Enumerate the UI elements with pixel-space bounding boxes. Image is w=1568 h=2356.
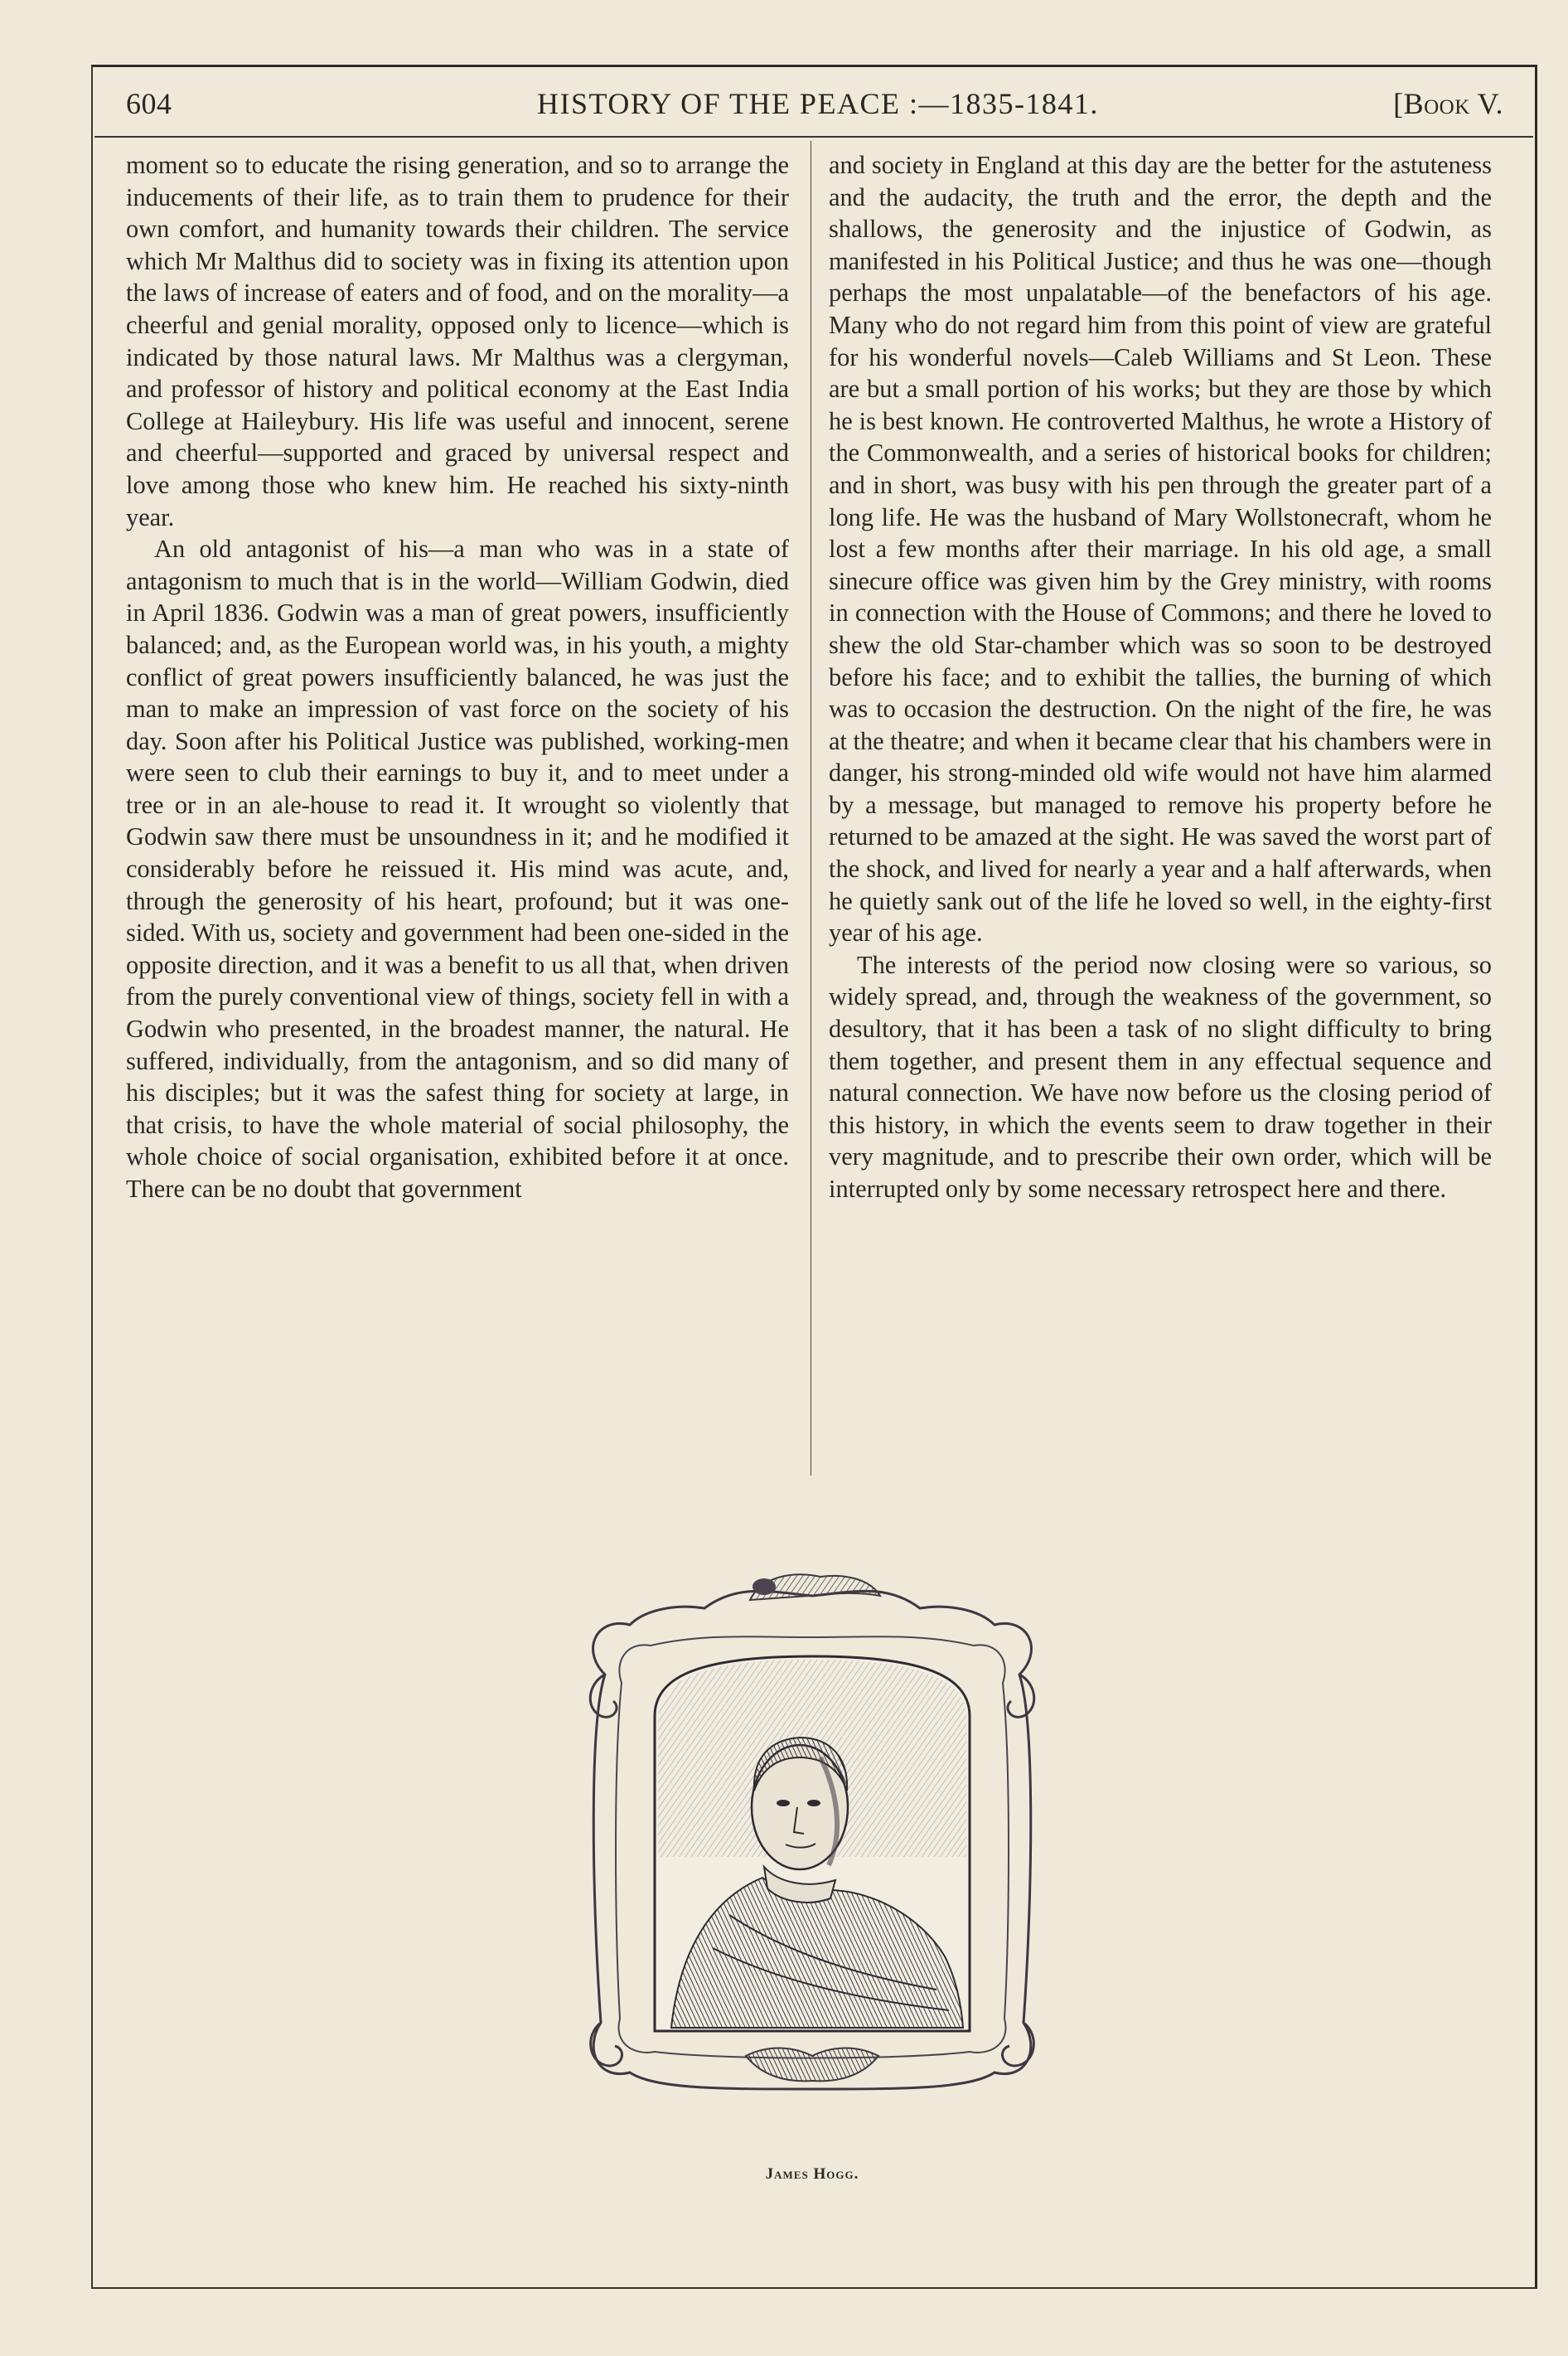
frame-curl-right-bottom xyxy=(1003,2023,1034,2066)
running-title: HISTORY OF THE PEACE :—1835-1841. xyxy=(537,87,1099,120)
illustration-caption: James Hogg. xyxy=(765,2165,859,2183)
page-number: 604 xyxy=(126,87,172,120)
right-column xyxy=(829,149,1492,1205)
right-paragraph-1: and society in England at this day are the better for the astuteness and the audacity, the truth and the error, the depth and the shallows, the generosity and the injustice of Godwin, as manifested in his Political Justice; and thus he was one—though perhaps the most unpalatable—of the benefactors of his age. Many who do not regard him from this point of view are grateful for his wonderful novels—Caleb Williams and St Leon. These are but a small portion of his works; but they are those by which he is best known. He controverted Malthus, he wrote a History of the Commonwealth, and a series of historical books for children; and in short, was busy with his pen through the greater part of a long life. He was the husband of Mary Wollstonecraft, whom he lost a few months after their marriage. In his old age, a small sinecure office was given him by the Grey ministry, with rooms in connection with the House of Commons; and there he loved to shew the old Star-chamber which was so soon to be destroyed before his face; and to exhibit the tallies, the burning of which was to occasion the destruction. On the night of the fire, he was at the theatre; and when it became clear that his chambers were in danger, his strong-minded old wife would not have him alarmed by a message, but managed to remove his property before he returned to be amazed at the sight. He was saved the worst part of the shock, and lived for nearly a year and a half afterwards, when he quietly sank out of the life he loved so well, in the eighty-first year of his age. xyxy=(829,151,1493,948)
right-paragraph-2: The interests of the period now closing were so various, so widely spread, and, through the weakness of the government, so desultory, that it has been a task of no slight difficulty to bring them together, and present them in any effectual sequence and natural connection. We have now before us the closing period of this history, in which the events seem to draw together in their very magnitude, and to prescribe their own order, which will be interrupted only by some necessary retrospect here and there. xyxy=(829,950,1492,1203)
left-column xyxy=(126,149,789,1205)
bottom-cartouche xyxy=(746,2048,878,2082)
left-paragraph-1: moment so to educate the rising generation, and so to arrange the inducements of their life, as to train them to prudence for their own comfort, and humanity towards their children. The service which Mr Malthus did to society was in fixing its attention upon the laws of increase of eaters and of food, and on the morality—a cheerful and genial morality, opposed only to licence—which is indicated by those natural laws. Mr Malthus was a clergyman, and professor of history and political economy at the East India College at Haileybury. His life was useful and innocent, serene and cheerful—supported and graced by universal respect and love among those who knew him. He reached his sixty-ninth year. xyxy=(126,151,789,531)
running-header xyxy=(126,86,1510,131)
book-label: [Book V. xyxy=(1393,87,1503,120)
frame-curl-left-bottom xyxy=(591,2023,622,2066)
portrait-engraving xyxy=(572,1559,1053,2106)
left-paragraph-2: An old antagonist of his—a man who was in a state of antagonism to much that is in the world—William Godwin, died in April 1836. Godwin was a man of great powers, insufficiently balanced; and, as the European world was, in his youth, a mighty conflict of great powers insufficiently balanced, he was just the man to make an impression of vast force on the society of his day. Soon after his Political Justice was published, working-men were seen to club their earnings to buy it, and to meet under a tree or in an ale-house to read it. It wrought so violently that Godwin saw there must be unsoundness in it; and he modified it considerably before he reissued it. His mind was acute, and, through the generosity of his heart, profound; but it was one-sided. With us, society and government had been one-sided in the opposite direction, and it was a benefit to us all that, when driven from the purely conventional view of things, society fell in with a Godwin who presented, in the broadest manner, the natural. He suffered, individually, from the antagonism, and so did many of his disciples; but it was the safest thing for society at large, in that crisis, to have the whole material of social philosophy, the whole choice of social organisation, exhibited before it at once. There can be no doubt that government xyxy=(126,535,789,1203)
header-rule xyxy=(94,136,1533,138)
